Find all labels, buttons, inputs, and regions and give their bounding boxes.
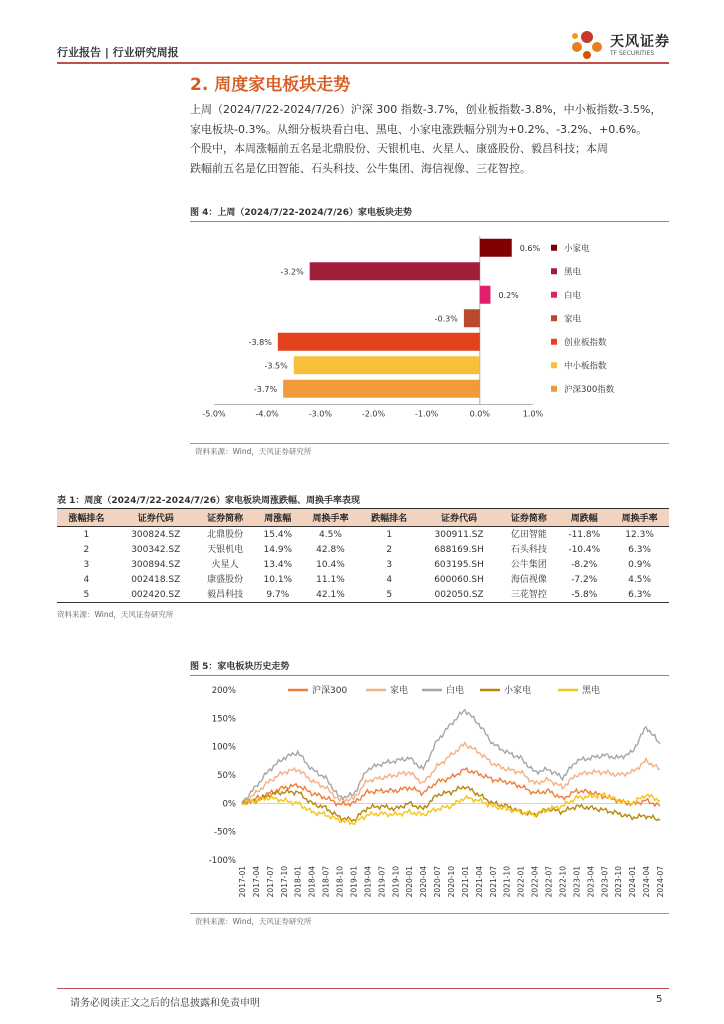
table-cell: 1 <box>83 529 90 540</box>
logo-text: 天风证券 <box>610 34 670 50</box>
figure4-source: 资料来源：Wind，天风证券研究所 <box>195 447 312 456</box>
x-tick-label: 0.0% <box>469 409 490 419</box>
bar-中小板指数 <box>294 356 480 374</box>
table-cell: 三花智控 <box>500 587 559 603</box>
data-label: -3.8% <box>248 337 272 347</box>
legend-swatch <box>551 292 557 298</box>
column-header: 证券代码 <box>419 509 500 527</box>
column-header: 周跌幅 <box>558 509 610 527</box>
x-tick-label: 2022-07 <box>544 866 554 898</box>
series-line-小家电 <box>242 786 660 821</box>
figure5-line-chart <box>190 678 669 912</box>
bar-创业板指数 <box>278 333 480 351</box>
table-cell: 6.3% <box>610 587 669 603</box>
data-label: -3.5% <box>264 361 288 371</box>
x-tick-label: 2017-04 <box>251 866 261 898</box>
x-tick-label: 2023-01 <box>572 866 582 898</box>
table-cell: 3 <box>83 559 90 570</box>
table-cell: 42.1% <box>301 587 360 603</box>
figure4-title: 图 4：上周（2024/7/22-2024/7/26）家电板块走势 <box>190 208 412 218</box>
legend-label: 沪深300 <box>312 686 348 696</box>
x-tick-label: 2018-04 <box>307 866 317 898</box>
table-cell: 毅昌科技 <box>196 587 255 603</box>
table-cell: 9.7% <box>255 587 302 603</box>
x-tick-label: -1.0% <box>415 409 439 419</box>
table-cell: 300911.SZ <box>434 529 484 540</box>
figure4-bar-chart <box>190 226 669 444</box>
table-cell: -11.8% <box>568 529 601 540</box>
bar-白电 <box>480 286 491 304</box>
table-cell: 10.4% <box>316 559 345 570</box>
table-row <box>57 587 669 603</box>
legend-label: 黑电 <box>582 686 601 696</box>
table-cell: 002418.SZ <box>131 574 181 585</box>
x-tick-label: 2024-04 <box>642 866 652 898</box>
x-tick-label: 2024-01 <box>628 866 638 898</box>
paragraph-line: 家电板块-0.3%。从细分板块看白电、黑电、小家电涨跌幅分别为+0.2%、-3.2%、+0.6%。 <box>190 122 648 136</box>
x-tick-label: 2017-10 <box>279 866 289 898</box>
legend-label: 黑电 <box>564 267 582 278</box>
table-cell: 6.3% <box>628 544 652 555</box>
x-tick-label: 2019-10 <box>391 866 401 898</box>
table-cell: 13.4% <box>263 559 293 570</box>
table-cell: 5 <box>360 587 419 603</box>
x-tick-label: 2024-07 <box>656 866 665 898</box>
x-tick-label: 1.0% <box>522 409 544 419</box>
footer-divider <box>57 988 669 989</box>
x-tick-label: 2022-10 <box>558 866 568 898</box>
series-line-白电 <box>242 710 660 803</box>
column-header: 跌幅排名 <box>360 509 419 527</box>
table-cell: -7.2% <box>571 574 598 585</box>
table-cell: 42.8% <box>316 544 345 555</box>
table-cell: 海信视像 <box>510 574 547 585</box>
x-tick-label: 2020-10 <box>447 866 456 898</box>
column-header: 周换手率 <box>610 509 669 527</box>
table-cell: 300342.SZ <box>131 544 181 555</box>
table-cell: 14.9% <box>263 544 293 555</box>
figure5-title: 图 5：家电板块历史走势 <box>190 662 290 672</box>
table-cell: 688169.SH <box>434 544 484 555</box>
x-tick-label: 2020-04 <box>419 866 429 898</box>
table-body <box>57 527 669 603</box>
table-cell: 300894.SZ <box>131 559 181 570</box>
paragraph-line: 跌幅前五名是亿田智能、石头科技、公牛集团、海信视像、三花智控。 <box>190 161 531 175</box>
data-label: -0.3% <box>434 314 458 324</box>
table-cell: 4.5% <box>628 574 652 585</box>
paragraph-line: 个股中，本周涨幅前五名是北鼎股份、天银机电、火星人、康盛股份、毅昌科技；本周 <box>190 142 608 155</box>
y-tick-label: 0% <box>222 799 236 810</box>
table-cell: 300824.SZ <box>131 529 181 540</box>
table-cell: 002050.SZ <box>419 587 500 603</box>
table-cell: -10.4% <box>568 544 601 555</box>
brand-logo <box>566 27 676 63</box>
column-header: 证券简称 <box>500 509 559 527</box>
table-cell: 亿田智能 <box>510 529 547 540</box>
figure5-top-rule <box>190 675 669 676</box>
y-tick-label: -100% <box>208 856 236 866</box>
y-tick-label: 100% <box>211 742 236 753</box>
table-cell: 0.9% <box>628 559 652 570</box>
table-header-row <box>57 509 669 527</box>
x-tick-label: 2020-07 <box>433 866 443 898</box>
figure4-bottom-rule <box>190 443 669 444</box>
legend-swatch <box>551 362 557 368</box>
table-row <box>57 542 669 557</box>
table-cell: 北鼎股份 <box>207 529 244 540</box>
x-tick-label: 2021-04 <box>474 866 484 898</box>
table-cell: 石头科技 <box>510 544 547 555</box>
x-tick-label: 2023-07 <box>600 866 610 898</box>
table-cell: 4 <box>83 574 90 585</box>
figure4-top-rule <box>190 221 669 222</box>
data-label: 0.6% <box>519 243 541 253</box>
column-header: 周换手率 <box>301 509 360 527</box>
table-cell: 康盛股份 <box>207 574 244 585</box>
y-tick-label: 200% <box>211 686 236 696</box>
x-tick-label: -5.0% <box>202 409 226 419</box>
legend-label: 家电 <box>390 686 409 696</box>
legend-swatch <box>551 245 557 251</box>
logo-subtext: TF SECURITIES <box>610 50 655 57</box>
data-label: -3.7% <box>253 384 278 394</box>
legend-label: 中小板指数 <box>564 361 607 372</box>
x-tick-label: 2019-01 <box>349 866 359 898</box>
table-cell: 4 <box>386 574 393 585</box>
table-cell: 3 <box>386 559 393 570</box>
table1-title: 表 1：周度（2024/7/22-2024/7/26）家电板块周涨跌幅、周换手率表现 <box>57 496 360 506</box>
legend-label: 家电 <box>564 314 582 325</box>
x-tick-label: -3.0% <box>308 409 332 419</box>
table-cell: 12.3% <box>625 529 654 540</box>
table-cell: 天银机电 <box>207 544 244 555</box>
legend-label: 白电 <box>446 686 465 696</box>
x-tick-label: 2019-07 <box>377 866 387 898</box>
bar-小家电 <box>480 239 512 257</box>
page-number: 5 <box>656 994 663 1005</box>
paragraph-line: 上周（2024/7/22-2024/7/26）沪深 300 指数-3.7%，创业板指数-3.8%，中小板指数-3.5%， <box>190 103 662 116</box>
legend-label: 创业板指数 <box>564 337 607 348</box>
table-cell: 2 <box>386 544 393 555</box>
x-tick-label: -4.0% <box>255 409 279 419</box>
column-header: 周涨幅 <box>255 509 302 527</box>
table-row <box>57 557 669 572</box>
x-tick-label: 2023-10 <box>614 866 624 898</box>
table-cell: 10.1% <box>263 574 293 585</box>
table-cell: 1 <box>386 529 393 540</box>
table1-source: 资料来源：Wind，天风证券研究所 <box>57 610 174 619</box>
x-tick-label: 2018-07 <box>321 866 331 898</box>
x-tick-label: 2021-07 <box>488 866 498 898</box>
bar-沪深300指数 <box>283 380 480 398</box>
x-tick-label: 2018-10 <box>335 866 345 898</box>
x-tick-label: 2022-01 <box>516 866 526 898</box>
legend-swatch <box>551 268 557 274</box>
legend-label: 小家电 <box>564 243 590 254</box>
summary-paragraph <box>190 100 670 178</box>
column-header: 证券简称 <box>196 509 255 527</box>
column-header: 涨幅排名 <box>57 509 116 527</box>
data-label: -3.2% <box>280 267 304 277</box>
x-tick-label: 2017-07 <box>265 866 275 898</box>
column-header: 证券代码 <box>116 509 196 527</box>
table1 <box>57 508 669 603</box>
legend-label: 白电 <box>564 290 582 301</box>
y-tick-label: 150% <box>211 714 236 725</box>
y-tick-label: -50% <box>214 827 236 838</box>
bar-黑电 <box>310 262 480 280</box>
figure5-source: 资料来源：Wind，天风证券研究所 <box>195 917 312 926</box>
table-cell: 公牛集团 <box>510 559 547 570</box>
series-line-黑电 <box>242 793 660 825</box>
logo-icon <box>566 27 608 63</box>
legend-swatch <box>551 386 557 392</box>
table-cell: 11.1% <box>316 574 345 585</box>
legend-label: 沪深300指数 <box>564 384 615 395</box>
x-tick-label: 2020-01 <box>405 866 415 898</box>
report-header: 行业报告 | 行业研究周报 <box>57 46 179 59</box>
x-tick-label: 2018-01 <box>293 866 303 898</box>
table-cell: -5.8% <box>558 587 610 603</box>
legend-swatch <box>551 315 557 321</box>
table-cell: 600060.SH <box>434 574 484 585</box>
data-label: 0.2% <box>498 290 519 300</box>
legend-label: 小家电 <box>504 686 532 696</box>
bar-家电 <box>464 309 480 327</box>
figure5-bottom-rule <box>190 913 669 914</box>
table-cell: 5 <box>57 587 116 603</box>
footer-disclaimer: 请务必阅读正文之后的信息披露和免责申明 <box>70 998 260 1009</box>
table-cell: 火星人 <box>211 559 239 570</box>
legend-swatch <box>551 339 557 345</box>
x-tick-label: 2019-04 <box>363 866 373 898</box>
x-tick-label: 2022-04 <box>530 866 540 898</box>
table-cell: -8.2% <box>571 559 598 570</box>
x-tick-label: -2.0% <box>361 409 386 419</box>
x-tick-label: 2023-04 <box>586 866 596 898</box>
table-cell: 2 <box>83 544 90 555</box>
section-title: 2. 周度家电板块走势 <box>190 75 351 95</box>
table-row <box>57 527 669 543</box>
table-cell: 15.4% <box>263 529 293 540</box>
table-cell: 002420.SZ <box>116 587 196 603</box>
x-tick-label: 2017-01 <box>238 866 247 898</box>
table-cell: 4.5% <box>319 529 342 540</box>
y-tick-label: 50% <box>217 771 236 781</box>
table-cell: 603195.SH <box>434 559 484 570</box>
x-tick-label: 2021-10 <box>502 866 512 898</box>
x-tick-label: 2021-01 <box>460 866 470 898</box>
table-row <box>57 572 669 587</box>
